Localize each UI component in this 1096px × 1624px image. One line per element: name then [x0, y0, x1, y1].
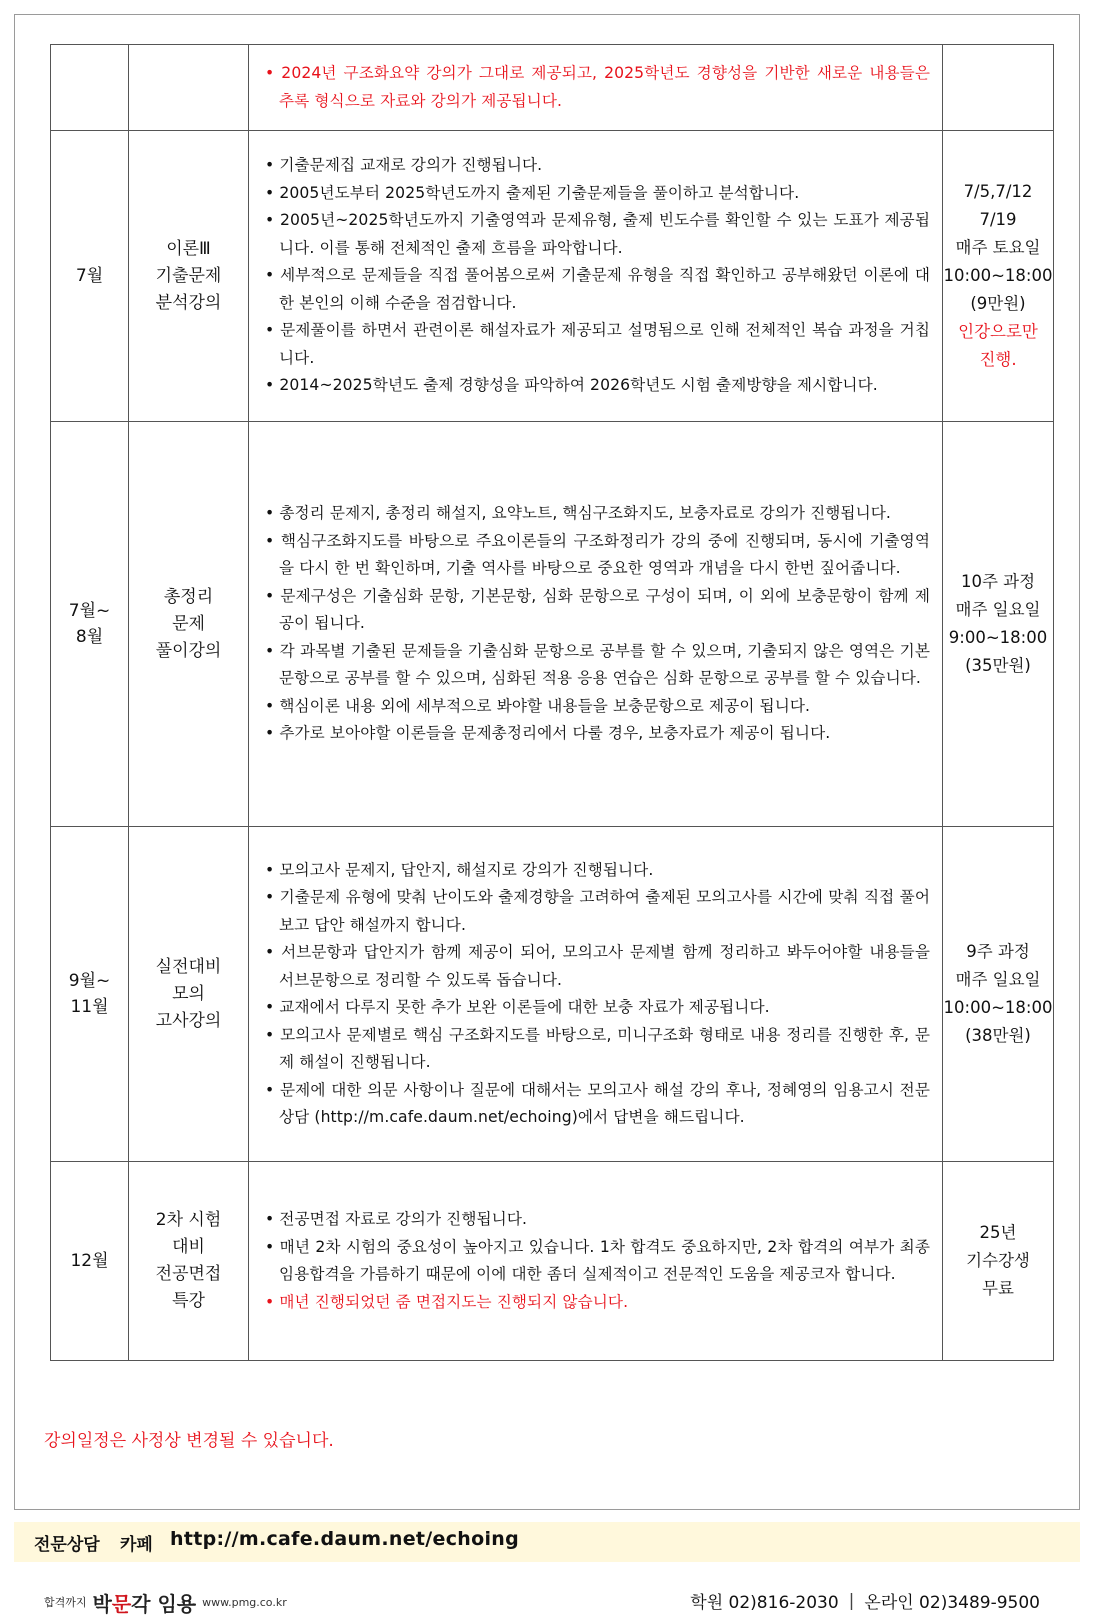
month-label: 11월	[70, 997, 109, 1017]
course-description-cell	[249, 45, 943, 131]
course-description-cell	[249, 131, 943, 422]
schedule-line: 9주 과정	[966, 942, 1030, 961]
schedule-cell	[943, 422, 1054, 827]
schedule-cell	[943, 131, 1054, 422]
online-phone: 온라인 02)3489-9500	[864, 1593, 1040, 1613]
course-title-line: 2차 시험	[155, 1210, 222, 1230]
description-bullet: • 문제에 대한 의문 사항이나 질문에 대해서는 모의고사 해설 강의 후나, 정혜영의 임용고시 전문상담 (http://m.cafe.daum.net/echoing)에서 답변을 해드립니다.	[265, 1080, 930, 1126]
course-title-cell	[129, 422, 249, 827]
schedule-line: 매주 토요일	[955, 238, 1041, 257]
academy-phone: 학원 02)816-2030	[690, 1593, 839, 1613]
schedule-line: 10:00~18:00	[943, 266, 1053, 285]
schedule-row	[51, 827, 1054, 1162]
description-bullet: • 2005년도부터 2025학년도까지 출제된 기출문제들을 풀이하고 분석합니다.	[265, 183, 800, 202]
description-bullet: • 총정리 문제지, 총정리 해설지, 요약노트, 핵심구조화지도, 보충자료로 강의가 진행됩니다.	[265, 504, 891, 523]
course-description-cell	[249, 827, 943, 1162]
month-cell	[51, 1162, 129, 1361]
course-description-cell	[249, 422, 943, 827]
description-bullet: • 2005년~2025학년도까지 기출영역과 문제유형, 출제 빈도수를 확인할 수 있는 도표가 제공됩니다. 이를 통해 전체적인 출제 흐름을 파악합니다.	[265, 211, 930, 257]
course-title-cell	[129, 131, 249, 422]
description-bullet: • 교재에서 다루지 못한 추가 보완 이론들에 대한 보충 자료가 제공됩니다.	[265, 998, 770, 1016]
course-title-line: 전공면접	[155, 1264, 222, 1284]
schedule-row	[51, 45, 1054, 131]
schedule-row	[51, 131, 1054, 422]
description-bullet: • 모의고사 문제지, 답안지, 해설지로 강의가 진행됩니다.	[265, 860, 654, 879]
description-bullet: • 핵심이론 내용 외에 세부적으로 봐야할 내용들을 보충문항으로 제공이 됩니다.	[265, 696, 811, 715]
description-bullet: • 매년 진행되었던 줌 면접지도는 진행되지 않습니다.	[265, 1292, 629, 1311]
month-label: 12월	[70, 1251, 109, 1271]
course-title-line: 분석강의	[155, 292, 222, 313]
description-bullet: • 기출문제 유형에 맞춰 난이도와 출제경향을 고려하여 출제된 모의고사를 시간에 맞춰 직접 풀어보고 답안 해설까지 합니다.	[265, 888, 930, 934]
course-title-line: 고사강의	[155, 1010, 222, 1031]
schedule-line: 인강으로만	[958, 322, 1038, 341]
month-label: 8월	[75, 627, 104, 647]
course-title-line: 풀이강의	[155, 640, 222, 661]
schedule-cell	[943, 45, 1054, 131]
month-label: 7월~	[68, 601, 111, 621]
course-title-cell	[129, 1162, 249, 1361]
schedule-line: (38만원)	[965, 1026, 1031, 1045]
cafe-label: 카페	[120, 1535, 153, 1555]
schedule-line: 기수강생	[966, 1251, 1030, 1270]
brand-website[interactable]: www.pmg.co.kr	[202, 1595, 287, 1609]
course-title-cell	[129, 45, 249, 131]
course-title-line: 모의	[172, 983, 205, 1004]
schedule-row	[51, 422, 1054, 827]
consult-label: 전문상담	[34, 1535, 100, 1555]
course-title-line: 실전대비	[155, 956, 222, 977]
contact-phones	[690, 1588, 1040, 1613]
course-title-line: 대비	[172, 1237, 205, 1257]
description-bullet: • 핵심구조화지도를 바탕으로 주요이론들의 구조화정리가 강의 중에 진행되며, 동시에 기출영역을 다시 한 번 확인하며, 기출 역사를 바탕으로 중요한 영역과 개념을 다시 한번 짚어줍니다.	[265, 531, 930, 578]
schedule-line: 9:00~18:00	[948, 628, 1048, 647]
course-title-cell	[129, 827, 249, 1162]
brand-logo	[44, 1588, 287, 1616]
schedule-change-note: 강의일정은 사정상 변경될 수 있습니다.	[44, 1431, 334, 1451]
consult-banner	[14, 1522, 1080, 1562]
schedule-line: 25년	[979, 1223, 1017, 1242]
schedule-line: (35만원)	[965, 656, 1031, 675]
description-bullet: • 각 과목별 기출된 문제들을 기출심화 문항으로 공부를 할 수 있으며, 기출되지 않은 영역은 기본문항으로 공부를 할 수 있으며, 심화된 적용 응용 연습은 심화 문항으로 공부를 할 수 있습니다.	[265, 641, 930, 688]
schedule-line: 7/5,7/12	[963, 182, 1033, 201]
description-bullet: • 2014~2025학년도 출제 경향성을 파악하여 2026학년도 시험 출제방향을 제시합니다.	[265, 376, 878, 395]
schedule-table	[50, 44, 1054, 1361]
brand-name: 박문각 임용	[92, 1591, 197, 1616]
schedule-line: 진행.	[979, 350, 1017, 369]
schedule-row	[51, 1162, 1054, 1361]
month-cell	[51, 827, 129, 1162]
description-bullet: • 문제구성은 기출심화 문항, 기본문항, 심화 문항으로 구성이 되며, 이 외에 보충문항이 함께 제공이 됩니다.	[265, 586, 930, 633]
course-title-line: 문제	[172, 613, 205, 634]
course-description-cell	[249, 1162, 943, 1361]
course-title-line: 기출문제	[155, 265, 222, 286]
month-label: 7월	[75, 266, 104, 286]
month-cell	[51, 131, 129, 422]
schedule-cell	[943, 827, 1054, 1162]
schedule-line: 10주 과정	[960, 572, 1036, 591]
description-bullet: • 세부적으로 문제들을 직접 풀어봄으로써 기출문제 유형을 직접 확인하고 공부해왔던 이론에 대한 본인의 이해 수준을 점검합니다.	[265, 266, 930, 312]
description-bullet: • 문제풀이를 하면서 관련이론 해설자료가 제공되고 설명됨으로 인해 전체적인 복습 과정을 거칩니다.	[265, 321, 930, 367]
course-title-line: 특강	[172, 1291, 205, 1311]
description-bullet: • 매년 2차 시험의 중요성이 높아지고 있습니다. 1차 합격도 중요하지만, 2차 합격의 여부가 최종 임용합격을 가름하기 때문에 이에 대한 좀더 실제적이고 전문적인 도움을 제공코자 합니다.	[265, 1237, 930, 1283]
schedule-line: 매주 일요일	[955, 600, 1041, 619]
course-title-line: 이론Ⅲ	[166, 238, 211, 259]
description-bullet: • 기출문제집 교재로 강의가 진행됩니다.	[265, 156, 543, 175]
schedule-line: 무료	[982, 1279, 1014, 1298]
description-bullet: • 전공면접 자료로 강의가 진행됩니다.	[265, 1210, 528, 1228]
schedule-line: 7/19	[979, 210, 1017, 229]
month-cell	[51, 422, 129, 827]
course-title-line: 총정리	[163, 586, 214, 607]
month-label: 9월~	[68, 971, 111, 991]
month-cell	[51, 45, 129, 131]
description-bullet: • 서브문항과 답안지가 함께 제공이 되어, 모의고사 문제별 함께 정리하고 봐두어야할 내용들을 서브문항으로 정리할 수 있도록 돕습니다.	[265, 943, 930, 989]
schedule-line: 매주 일요일	[955, 970, 1041, 989]
phone-divider: |	[848, 1590, 855, 1611]
schedule-line: (9만원)	[970, 294, 1026, 313]
cafe-url-link[interactable]: http://m.cafe.daum.net/echoing	[170, 1528, 520, 1550]
description-bullet: • 2024년 구조화요약 강의가 그대로 제공되고, 2025학년도 경향성을 기반한 새로운 내용들은 추록 형식으로 자료와 강의가 제공됩니다.	[265, 64, 930, 110]
schedule-line: 10:00~18:00	[943, 998, 1053, 1017]
description-bullet: • 모의고사 문제별로 핵심 구조화지도를 바탕으로, 미니구조화 형태로 내용 정리를 진행한 후, 문제 해설이 진행됩니다.	[265, 1025, 930, 1071]
brand-tagline: 합격까지	[44, 1596, 87, 1609]
schedule-cell	[943, 1162, 1054, 1361]
description-bullet: • 추가로 보아야할 이론들을 문제총정리에서 다룰 경우, 보충자료가 제공이 됩니다.	[265, 724, 831, 743]
